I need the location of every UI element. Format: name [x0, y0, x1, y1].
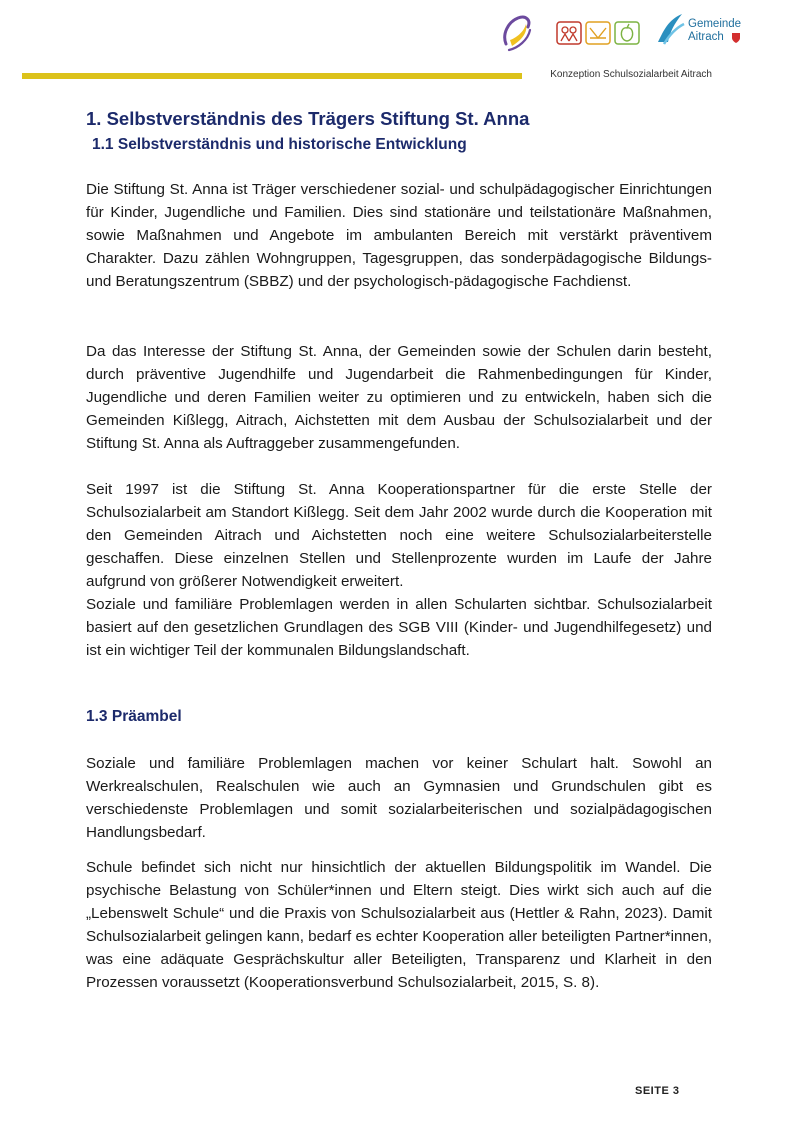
gemeinde-label: Gemeinde	[688, 18, 742, 30]
preamble-title: 1.3 Präambel	[86, 708, 182, 725]
section-subtitle: 1.1 Selbstverständnis und historische Entwicklung	[92, 136, 467, 153]
coat-of-arms-icon	[732, 33, 740, 43]
page-footer	[635, 1085, 679, 1097]
section-title: 1. Selbstverständnis des Trägers Stiftung St. Anna	[86, 108, 530, 129]
gemeinde-aitrach-logo	[656, 12, 788, 54]
paragraph-praeambel-2: Schule befindet sich nicht nur hinsichtlich der aktuellen Bildungspolitik im Wandel. Die psychische Belastung von Schüler*innen und Eltern steigt. Dies wirkt sich auch auf die „Lebenswelt Schule“ und die Praxis von Schulsozialarbeit aus (Hettler & Rahn, 2023). Damit Schulsozialarbeit gelingen kann, bedarf es echter Kooperation aller beteiligten Partner*innen, was eine adäquate Gesprächskultur aller Beteiligten, Transparenz und Klarheit in den Prozessen voraussetzt (Kooperationsverbund Schulsozialarbeit, 2015, S. 8).	[86, 859, 712, 992]
paragraph-traeger: Die Stiftung St. Anna ist Träger verschiedener sozial- und schulpädagogischer Einrichtungen für Kinder, Jugendliche und Familien. Dies sind stationäre und teilstationäre Maßnahmen, sowie Maßnahmen und Angebote im ambulanten Bereich mit verstärkt präventivem Charakter. Dazu zählen Wohngruppen, Tagesgruppen, das sonderpädagogische Bildungs- und Beratungszentrum (SBBZ) und der psychologisch-pädagogische Fachdienst.	[86, 181, 712, 291]
header-rule	[22, 73, 522, 79]
page-label: SEITE	[635, 1085, 670, 1097]
gemeinde-wave-icon	[656, 12, 686, 46]
page-number: 3	[672, 1085, 680, 1097]
header-caption: Konzeption Schulsozialarbeit Aitrach	[550, 69, 712, 80]
school-pictograms-icon	[556, 18, 642, 48]
paragraph-seit-1997: Seit 1997 ist die Stiftung St. Anna Kooperationspartner für die erste Stelle der Schulsozialarbeit am Standort Kißlegg. Seit dem Jahr 2002 wurde durch die Kooperation mit den Gemeinden Aitrach und Aichstetten noch eine weitere Schulsozialarbeiterstelle geschaffen. Diese einzelnen Stellen und Stellenprozente wurden im Laufe der Jahre aufgrund von größerer Notwendigkeit erweitert.	[86, 481, 712, 591]
header-logos	[500, 10, 790, 54]
paragraph-interesse: Da das Interesse der Stiftung St. Anna, der Gemeinden sowie der Schulen darin besteht, durch präventive Jugendhilfe und Jugendarbeit die Rahmenbedingungen für Kinder, Jugendliche und deren Familien weiter zu optimieren und zu entwickeln, haben sich die Gemeinden Kißlegg, Aitrach, Aichstetten mit dem Ausbau der Schulsozialarbeit und der Stiftung St. Anna als Auftraggeber zusammengefunden.	[86, 343, 712, 453]
paragraph-praeambel-1: Soziale und familiäre Problemlagen machen vor keiner Schulart halt. Sowohl an Werkrealschulen, Realschulen wie auch an Gymnasien und Grundschulen gibt es verschiedenste Problemlagen und somit sozialarbeiterischen und sozialpädagogischen Handlungsbedarf.	[86, 755, 712, 842]
stiftung-logo-icon	[500, 10, 534, 54]
aitrach-label: Aitrach	[688, 31, 724, 43]
paragraph-problemlagen: Soziale und familiäre Problemlagen werden in allen Schularten sichtbar. Schulsozialarbeit basiert auf den gesetzlichen Grundlagen des SGB VIII (Kinder- und Jugendhilfegesetz) und ist ein wichtiger Teil der kommunalen Bildungslandschaft.	[86, 596, 712, 660]
